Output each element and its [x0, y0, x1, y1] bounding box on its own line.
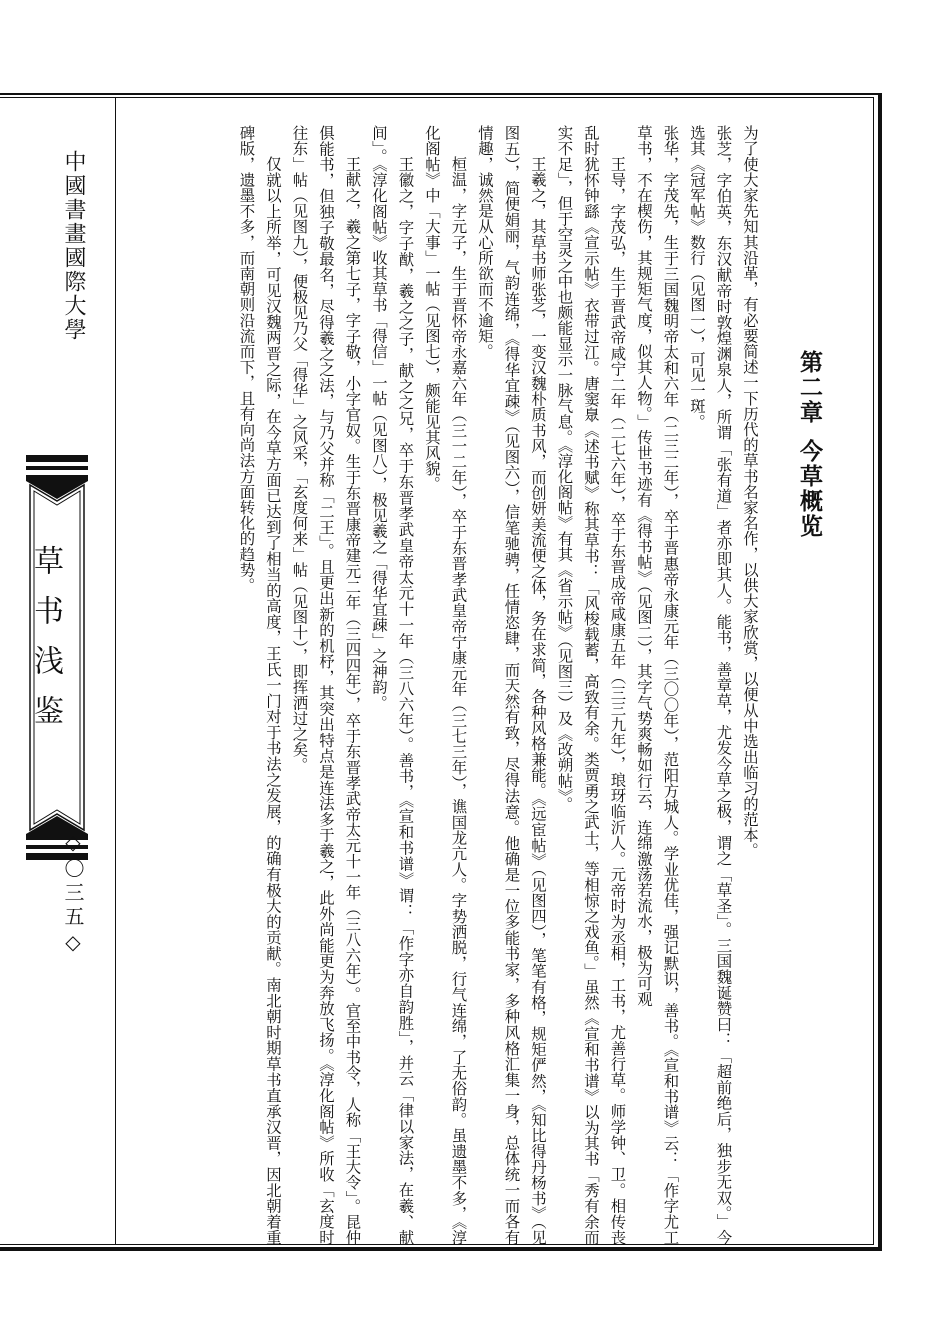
- chapter-body: [165, 125, 763, 1245]
- paragraph: 王献之，羲之第七子，字子敬，小字官奴。生于东晋康帝建元二年（三四四年），卒于东晋孝武帝太元十一年（三八六年）。官至中书令，人称「王大令」。昆仲俱能书，但独子敬最名，尽得羲之之法，与乃父并称「二王」。且更出新的机杼，其突出特点是连法多于羲之，此外尚能更为奔放飞扬。《淳化阁帖》所收「玄度时往东」帖（见图九），便极见乃父「得华」之风采，「玄度何来」帖（见图十），即挥洒过之矣。: [290, 125, 362, 1245]
- paragraph: 张华，字茂先，生于三国魏明帝太和六年（二三二年），卒于晋惠帝永康元年（三〇〇年），范阳方城人。学业优佳，强记默识，善书。《宣和书谱》云：「作字尤工草书，不在楔伤，其规矩气度，似其人物。」传世书迹有《得书帖》（见图二），其字气势爽畅如行云，连绵激荡若流水，极为可观: [635, 125, 680, 1245]
- paragraph: 王导，字茂弘，生于晋武帝咸宁二年（二七六年），卒于东晋成帝咸康五年（三三九年），琅玡临沂人。元帝时为丞相，工书，尤善行草。师学钟、卫。相传丧乱时犹怀钟繇《宣示帖》衣带过江。唐窦臮《述书赋》称其草书：「风梭载蓄，高致有余。类贾勇之武士，等相惊之戏鱼。」虽然《宣和书谱》以为其书「秀有余而实不足」，但于空灵之中也颇能显示一脉气息。《淳化阁帖》有其《省示帖》（见图三）及《改朔帖》。: [555, 125, 627, 1245]
- chapter-title: 今草概览: [796, 439, 822, 539]
- book-title: 草书浅鉴: [28, 545, 63, 745]
- series-title: 中國書畫國際大學: [61, 150, 86, 342]
- chapter-heading: [792, 350, 826, 539]
- paragraph: 王羲之，其草书师张芝，一变汉魏朴质书风，而创妍美流便之体，务在求简，各种风格兼能。《远宦帖》（见图四），笔笔有格，规矩俨然，《知比得丹杨书》（见图五），简便娟丽，气韵连绵，《得华宜疎》（见图六），信笔驰骋，任情恣肆，而天然有致，尽得法意。他确是一位多能书家，多种风格汇集一身，总体统一而各有情趣，诚然是从心所欲而不逾矩。: [476, 125, 547, 1245]
- spine-divider: [115, 97, 116, 1245]
- page-number: ◇〇三五◇: [61, 830, 85, 958]
- paragraph: 为了使大家先知其沿革，有必要简述一下历代的草书名家名作，以供大家欣赏，以便从中选出临习的范本。: [741, 125, 759, 859]
- paragraph: 张芝，字伯英，东汉献帝时敦煌渊泉人，所谓「张有道」者亦即其人。能书，善章草，尤发今草之极，谓之「草圣」。三国魏诞赞曰：「超前绝后，独步无双。」今选其《冠军帖》数行（见图一），可见一斑。: [688, 125, 733, 1245]
- paragraph: 桓温，字元子，生于晋怀帝永嘉六年（三一二年），卒于东晋孝武皇帝宁康元年（三七三年），谯国龙亢人。字势洒脱，行气连绵，了无俗韵。虽遗墨不多，《淳化阁帖》中「大事」一帖（见图七），颇能见其风貌。: [423, 125, 468, 1245]
- chapter-number: 第二章: [796, 350, 822, 425]
- paragraph: 仅就以上所举，可见汉魏两晋之际，在今草方面已达到了相当的高度，王氏一门对于书法之发展，的确有极大的贡献。南北朝时期草书直承汉晋，因北朝着重碑版，遗墨不多，而南朝则沿流而下，且有向尚法方面转化的趋势。: [237, 125, 282, 1245]
- paragraph: 王徽之，字子猷，羲之之子，献之之兄，卒于东晋孝武皇帝太元十一年（三八六年）。善书，《宣和书谱》谓：「作字亦自韵胜」，并云「律以家法，在羲、献间」。《淳化阁帖》收其草书「得信」一帖（见图八），极见羲之「得华宜疎」之神韵。: [370, 125, 415, 1245]
